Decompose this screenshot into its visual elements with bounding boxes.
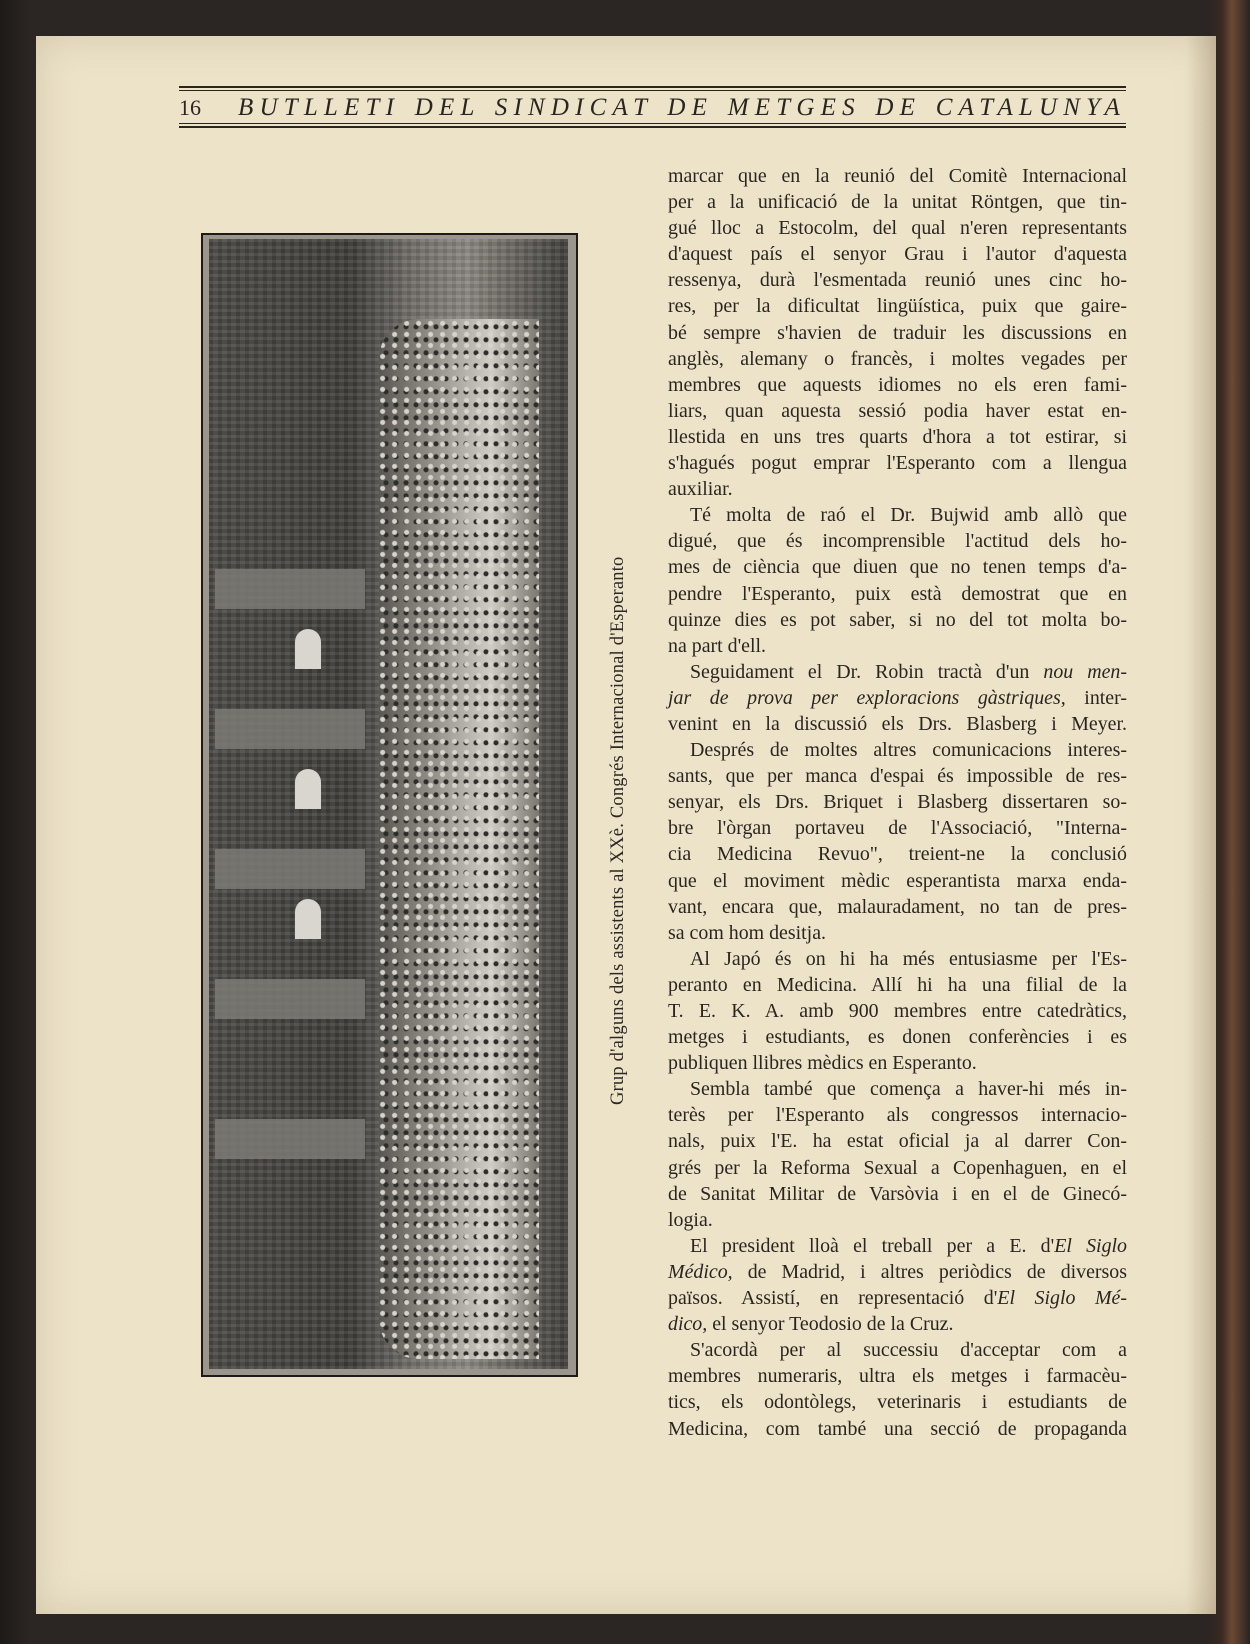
body-text-line: [668, 554, 1127, 580]
body-text-line: [668, 1155, 1127, 1181]
body-text-line: [668, 163, 1127, 189]
text: mes de ciència que diuen que no tenen temps d'a-: [668, 556, 1127, 579]
body-text-line: [668, 450, 1127, 476]
body-text-line: [668, 372, 1127, 398]
body-text-line: [668, 1233, 1127, 1259]
body-text-line: [668, 998, 1127, 1024]
text: tics, els odontòlegs, veterinaris i estudiants de: [668, 1391, 1127, 1414]
body-text-line: [668, 1389, 1127, 1415]
text: bre l'òrgan portaveu de l'Associació, "Interna-: [668, 817, 1127, 840]
text: vant, encara que, malauradament, no tan de pres-: [668, 895, 1127, 918]
body-text-line: [668, 476, 1127, 502]
running-head: BUTLLETI DEL SINDICAT DE METGES DE CATALUNYA: [238, 94, 1126, 121]
header-rule-top: [179, 86, 1126, 88]
photo-pillar: [215, 849, 365, 889]
text: El president lloà el treball per a E. d': [690, 1234, 1055, 1257]
text: T. E. K. A. amb 900 membres entre catedràtics,: [668, 1000, 1127, 1022]
body-text-line: [668, 189, 1127, 215]
body-text-line: [668, 946, 1127, 972]
body-text-line: [668, 1050, 1127, 1076]
text: Després de moltes altres comunicacions interes-: [690, 739, 1127, 762]
text: S'acordà per al successiu d'acceptar com a: [690, 1339, 1127, 1362]
text: nals, puix l'E. ha estat oficial ja al darrer Con-: [668, 1130, 1127, 1153]
body-text-line: [668, 633, 1127, 659]
text: Sembla també que comença a haver-hi més in-: [690, 1078, 1127, 1101]
body-text-line: [668, 841, 1127, 867]
photo-pillar: [215, 709, 365, 749]
text: quinze dies es pot saber, si no del tot molta bo-: [668, 608, 1127, 631]
header-rule-bottom-thin: [179, 123, 1126, 124]
text: grés per la Reforma Sexual a Copenhaguen, en el: [668, 1156, 1127, 1179]
photo-window: [295, 769, 321, 809]
text: peranto en Medicina. Allí hi ha una filial de la: [668, 973, 1127, 996]
text: digué, que és incomprensible l'actitud dels ho-: [668, 530, 1127, 553]
text: senyar, els Drs. Briquet i Blasberg dissertaren so-: [668, 791, 1127, 814]
body-text-line: [668, 398, 1127, 424]
text: membres numeraris, ultra els metges i farmacèu-: [668, 1365, 1127, 1388]
italic-text: El Siglo: [1054, 1234, 1127, 1257]
body-text-line: [668, 528, 1127, 554]
text: de Sanitat Militar de Varsòvia i en el de Ginecó-: [668, 1182, 1127, 1205]
body-text-line: [668, 241, 1127, 267]
text: venint en la discussió els Drs. Blasberg i Meyer.: [668, 712, 1127, 735]
text: Té molta de raó el Dr. Bujwid amb allò que: [690, 504, 1127, 527]
body-text-line: [668, 215, 1127, 241]
text: Seguidament el Dr. Robin tractà d'un: [690, 660, 1044, 683]
body-text-line: [668, 1259, 1127, 1285]
text: terès per l'Esperanto als congressos internacio-: [668, 1104, 1127, 1127]
italic-text: dico,: [668, 1313, 708, 1336]
text: per a la unificació de la unitat Röntgen, que tin-: [668, 191, 1127, 214]
text: d'aquest país el senyor Grau i l'autor d'aquesta: [668, 243, 1127, 266]
body-text-line: [668, 424, 1127, 450]
photo-window: [295, 899, 321, 939]
text: pendre l'Esperanto, puix està demostrat que en: [668, 582, 1127, 605]
body-text-line: [668, 267, 1127, 293]
body-text-line: [668, 1285, 1127, 1311]
italic-text: jar de prova per exploracions gàstriques,: [668, 686, 1066, 709]
text: metges i estudiants, es donen conferències i es: [668, 1026, 1127, 1049]
text: marcar que en la reunió del Comitè Internacional: [668, 165, 1127, 187]
text: na part d'ell.: [668, 634, 767, 657]
text: membres que aquests idiomes no els eren fami-: [668, 373, 1127, 396]
photo-pillar: [215, 979, 365, 1019]
body-text-line: [668, 1207, 1127, 1233]
text: auxiliar.: [668, 478, 733, 501]
body-text-line: [668, 789, 1127, 815]
group-photograph: [201, 233, 578, 1377]
italic-text: El Siglo Mé-: [997, 1287, 1127, 1310]
text: que el moviment mèdic esperantista marxa enda-: [668, 869, 1127, 892]
photo-window: [295, 629, 321, 669]
text: sants, que per manca d'espai és impossible de res-: [668, 765, 1127, 788]
body-text-line: [668, 1024, 1127, 1050]
body-text-line: [668, 972, 1127, 998]
text: països. Assistí, en representació d': [668, 1287, 998, 1310]
text: el senyor Teodosio de la Cruz.: [707, 1313, 954, 1336]
text: gué lloc a Estocolm, del qual n'eren representants: [668, 217, 1127, 240]
body-text-line: [668, 711, 1127, 737]
photo-image: [209, 239, 568, 1369]
header-rule-top-thin: [179, 90, 1126, 91]
body-text-line: [668, 868, 1127, 894]
text: inter-: [1065, 686, 1127, 709]
body-text-line: [668, 1102, 1127, 1128]
text: liars, quan aquesta sessió podia haver estat en-: [668, 399, 1127, 422]
text: Medicina, com també una secció de propaganda: [668, 1417, 1127, 1440]
italic-text: nou men-: [1043, 660, 1127, 683]
body-text-line: [668, 1363, 1127, 1389]
body-text-line: [668, 763, 1127, 789]
text: res, per la dificultat lingüística, puix que gaire-: [668, 295, 1127, 318]
body-text-column: [668, 163, 1127, 1442]
text: Al Japó és on hi ha més entusiasme per l'Es-: [690, 947, 1127, 970]
page-number: 16: [179, 95, 201, 120]
body-text-line: [668, 815, 1127, 841]
body-text-line: [668, 581, 1127, 607]
body-text-line: [668, 685, 1127, 711]
text: s'hagués pogut emprar l'Esperanto com a llengua: [668, 452, 1127, 475]
body-text-line: [668, 1181, 1127, 1207]
body-text-line: [668, 320, 1127, 346]
text: publiquen llibres mèdics en Esperanto.: [668, 1052, 977, 1075]
body-text-line: [668, 1076, 1127, 1102]
italic-text: Médico,: [668, 1260, 733, 1283]
text: de Madrid, i altres periòdics de diversos: [732, 1260, 1127, 1283]
body-text-line: [668, 1128, 1127, 1154]
body-text-line: [668, 346, 1127, 372]
text: llestida en uns tres quarts d'hora a tot estirar, si: [668, 425, 1127, 448]
photo-crowd: [379, 319, 539, 1359]
body-text-line: [668, 1416, 1127, 1442]
text: logia.: [668, 1208, 713, 1231]
text: ressenya, durà l'esmentada reunió unes cinc ho-: [668, 269, 1127, 292]
body-text-line: [668, 502, 1127, 528]
text: bé sempre s'havien de traduir les discussions en: [668, 321, 1127, 344]
photo-pillar: [215, 1119, 365, 1159]
photo-pillar: [215, 569, 365, 609]
text: cia Medicina Revuo", treient-ne la conclusió: [668, 843, 1127, 866]
body-text-line: [668, 293, 1127, 319]
body-text-line: [668, 659, 1127, 685]
body-text-line: [668, 1311, 1127, 1337]
text: sa com hom desitja.: [668, 921, 826, 944]
body-text-line: [668, 607, 1127, 633]
body-text-line: [668, 894, 1127, 920]
text: anglès, alemany o francès, i moltes vegades per: [668, 347, 1127, 370]
body-text-line: [668, 1337, 1127, 1363]
body-text-line: [668, 737, 1127, 763]
figure-caption: Grup d'alguns dels assistents al XXè. Congrés Internacional d'Esperanto: [608, 556, 628, 1105]
body-text-line: [668, 920, 1127, 946]
header-rule-bottom: [179, 126, 1126, 128]
